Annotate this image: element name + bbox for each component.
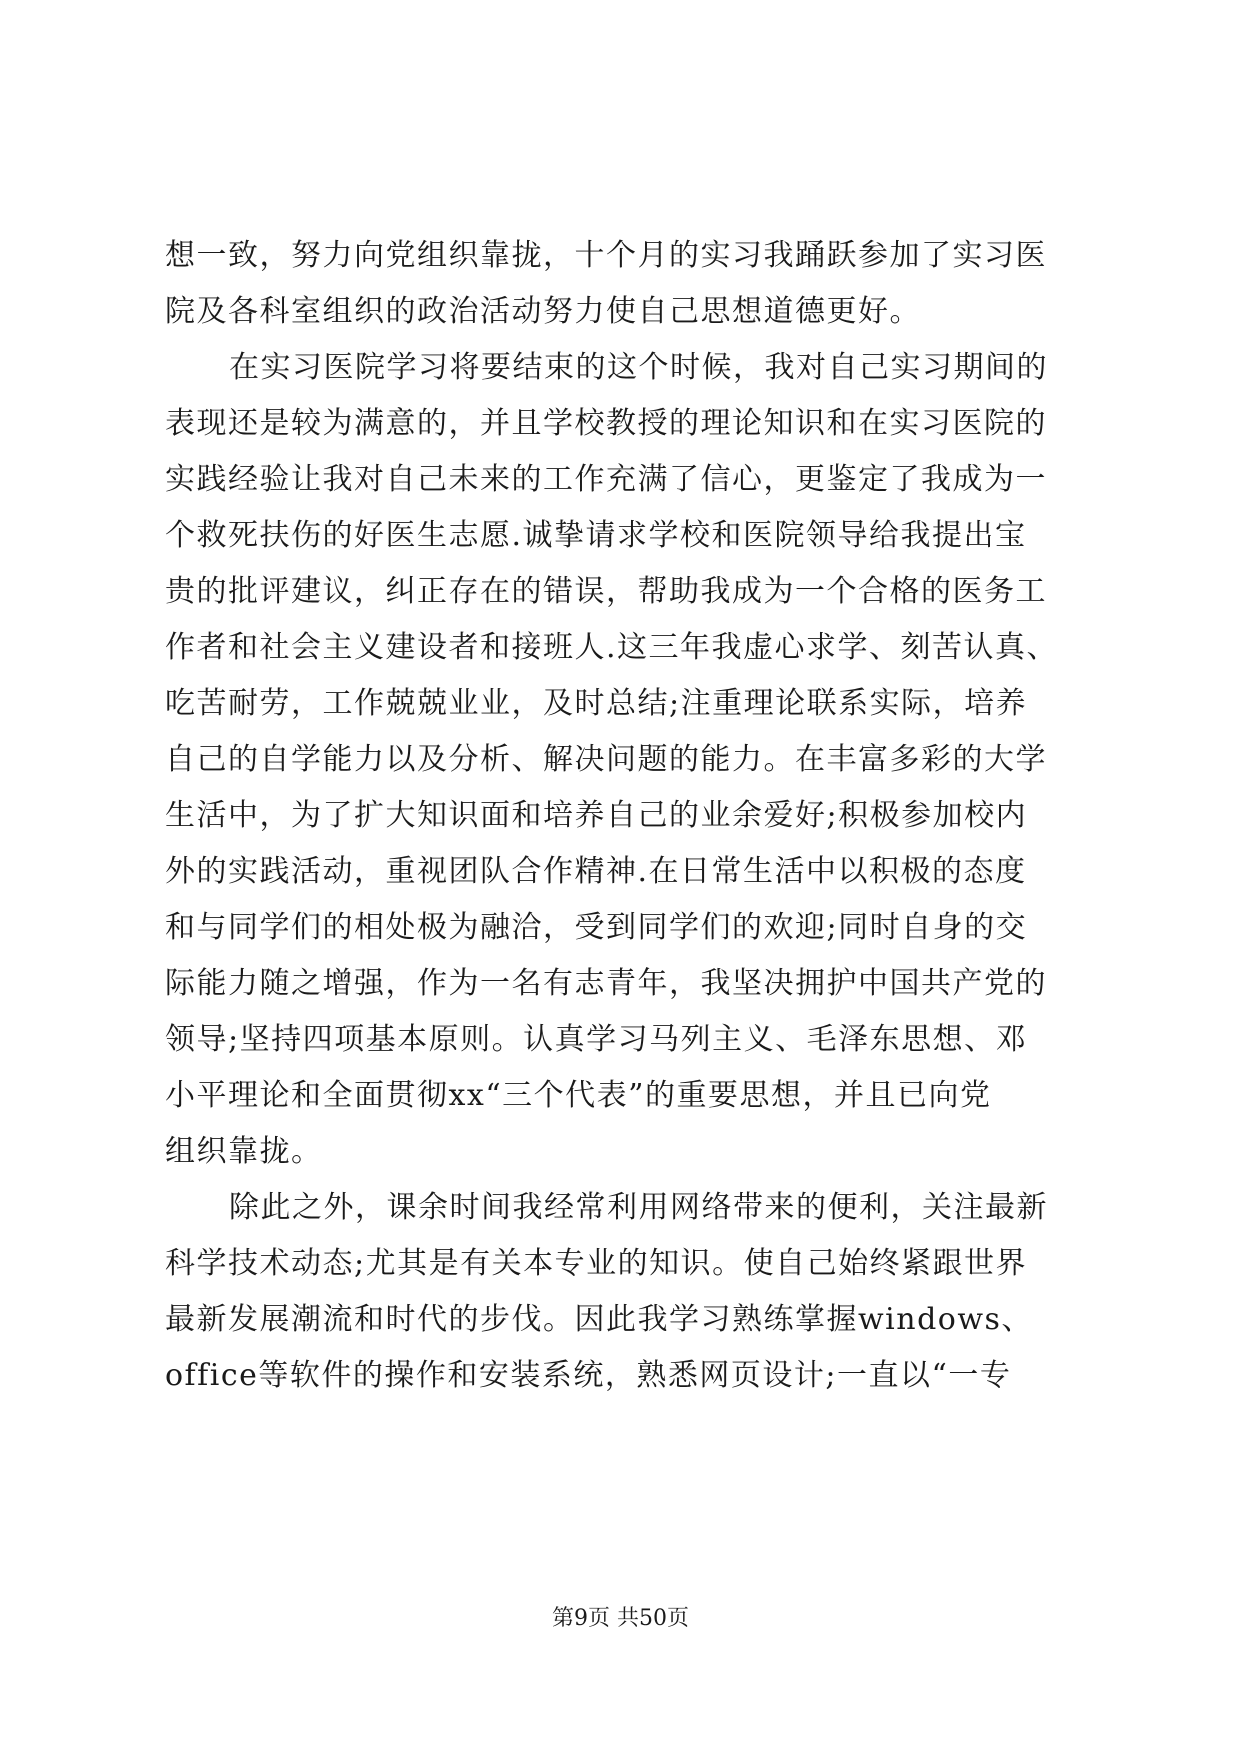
text-line: 表现还是较为满意的，并且学校教授的理论知识和在实习医院的 <box>165 406 1047 441</box>
text-line: 除此之外，课余时间我经常利用网络带来的便利，关注最新 <box>229 1190 1048 1225</box>
text-line: 际能力随之增强，作为一名有志青年，我坚决拥护中国共产党的 <box>165 966 1047 1001</box>
text-line: 自己的自学能力以及分析、解决问题的能力。在丰富多彩的大学 <box>165 742 1047 777</box>
text-line: 生活中，为了扩大知识面和培养自己的业余爱好;积极参加校内 <box>165 798 1028 833</box>
text-line: 最新发展潮流和时代的步伐。因此我学习熟练掌握windows、 <box>165 1302 1033 1337</box>
text-line: 和与同学们的相处极为融洽，受到同学们的欢迎;同时自身的交 <box>165 910 1028 945</box>
document-body <box>165 228 1080 1404</box>
paragraph-2 <box>165 340 1080 1180</box>
text-line: 小平理论和全面贯彻xx“三个代表”的重要思想，并且已向党 <box>165 1078 992 1113</box>
text-line: 作者和社会主义建设者和接班人.这三年我虚心求学、刻苦认真、 <box>165 630 1059 665</box>
text-line: 科学技术动态;尤其是有关本专业的知识。使自己始终紧跟世界 <box>165 1246 1028 1281</box>
paragraph-3 <box>165 1180 1080 1404</box>
text-line: office等软件的操作和安装系统，熟悉网页设计;一直以“一专 <box>165 1358 1012 1393</box>
text-line: 实践经验让我对自己未来的工作充满了信心，更鉴定了我成为一 <box>165 462 1047 497</box>
text-line: 吃苦耐劳，工作兢兢业业，及时总结;注重理论联系实际，培养 <box>165 686 1028 721</box>
text-line: 贵的批评建议，纠正存在的错误，帮助我成为一个合格的医务工 <box>165 574 1047 609</box>
page-number-footer: 第9页 共50页 <box>552 1606 689 1631</box>
text-line: 院及各科室组织的政治活动努力使自己思想道德更好。 <box>165 294 921 329</box>
text-line: 想一致，努力向党组织靠拢，十个月的实习我踊跃参加了实习医 <box>165 238 1047 273</box>
text-line: 在实习医院学习将要结束的这个时候，我对自己实习期间的 <box>229 350 1048 385</box>
text-line: 领导;坚持四项基本原则。认真学习马列主义、毛泽东思想、邓 <box>165 1022 1028 1057</box>
text-line: 组织靠拢。 <box>165 1134 323 1169</box>
text-line: 外的实践活动，重视团队合作精神.在日常生活中以积极的态度 <box>165 854 1027 889</box>
text-line: 个救死扶伤的好医生志愿.诚挚请求学校和医院领导给我提出宝 <box>165 518 1027 553</box>
paragraph-1 <box>165 228 1080 340</box>
